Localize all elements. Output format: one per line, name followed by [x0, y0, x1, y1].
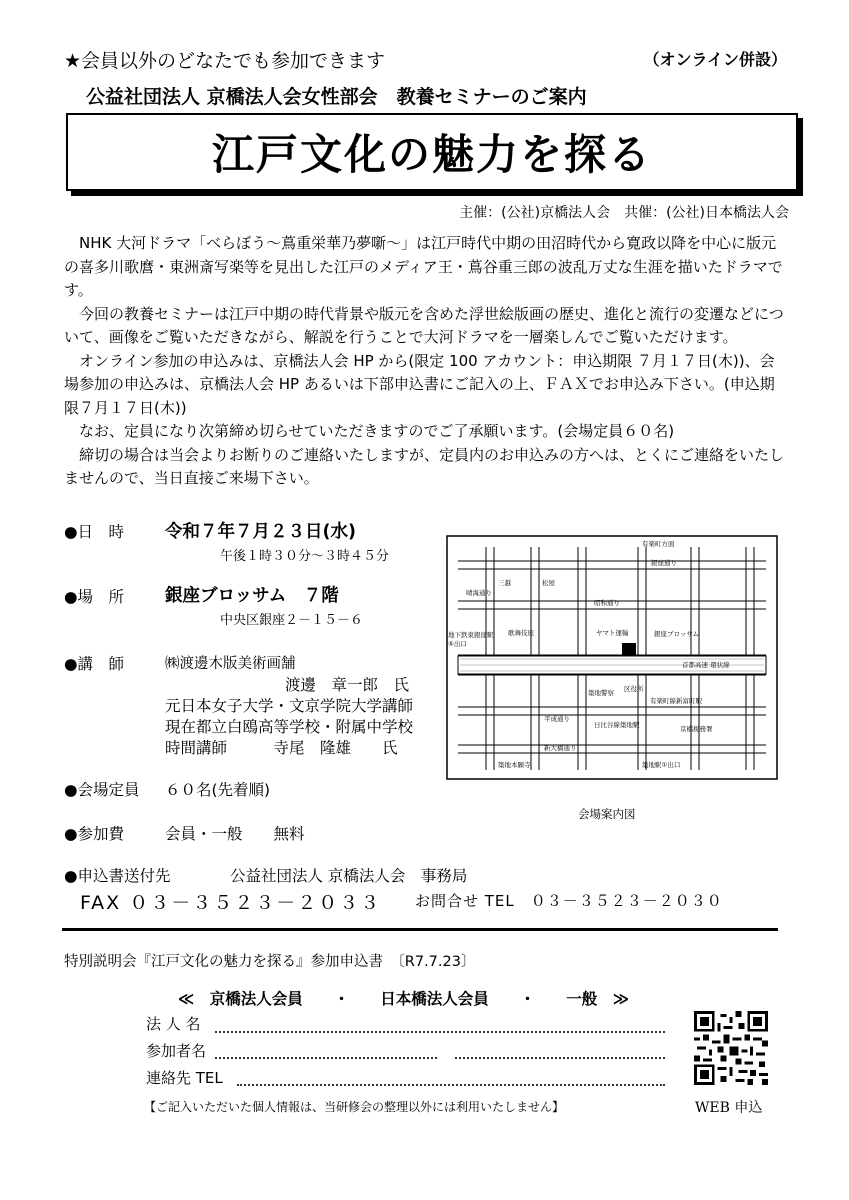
venue-name: 銀座ブロッサム ７階: [165, 586, 339, 606]
qr-code[interactable]: [694, 1011, 768, 1085]
map-label-ginza-dori: 銀座通り: [651, 559, 677, 567]
paragraph-4: なお、定員になり次第締め切らせていただきますのでご了承願います。(会場定員６０名): [79, 422, 675, 440]
form-title: 特別説明会『江戸文化の魅力を探る』参加申込書 〔R7.7.23〕: [64, 954, 476, 970]
lecturer2-line1: 元日本女子大学・文京学院大学講師: [165, 697, 414, 715]
contact-tel: お問合せ TEL ０３－３５２３－２０３０: [415, 892, 723, 910]
divider: [62, 928, 778, 931]
lecturer1-org: ㈱渡邊木版美術画舗: [165, 656, 296, 672]
lecturer2-line3: 時間講師 寺尾 隆雄 氏: [165, 739, 398, 757]
map-label-police: 築地警察: [588, 689, 614, 697]
map-label-tsukiji-exit: 築地駅①出口: [642, 761, 681, 769]
online-note: （オンライン併設）: [643, 50, 787, 69]
venue-address: 中央区銀座２－１５－６: [220, 613, 364, 628]
map-label-station: 地下鉄東銀座駅: [448, 631, 494, 639]
description: [64, 232, 789, 491]
map-label-hibiya-tsukiji: 日比谷線築地駅: [594, 721, 640, 729]
map-label-showa-dori: 昭和通り: [594, 599, 620, 607]
venue-label: ●場 所: [64, 588, 125, 606]
lecturer-label: ●講 師: [64, 655, 125, 673]
map-label-kabukiza: 歌舞伎座: [508, 629, 534, 637]
paragraph-5: 締切の場合は当会よりお断りのご連絡いたしますが、定員内のお申込みの方へは、とくにご連絡をいたしませんので、当日直接ご来場下さい。: [64, 445, 785, 487]
eligibility-note: ★会員以外のどなたでも参加できます: [64, 50, 386, 72]
event-time: 午後１時３０分～３時４５分: [220, 549, 390, 564]
fee-value: 会員・一般 無料: [165, 825, 305, 843]
map-caption: 会場案内図: [578, 807, 636, 821]
capacity-label: ●会場定員: [64, 781, 140, 799]
map-label-harumi-dori: 晴海通り: [466, 589, 492, 597]
date-label: ●日 時: [64, 523, 125, 541]
venue-marker: [622, 643, 636, 655]
sponsor-line: 主催：(公社)京橋法人会 共催：(公社)日本橋法人会: [459, 205, 789, 221]
map-label-yamato: ヤマト運輸: [596, 629, 629, 637]
page-title: 江戸文化の魅力を探る: [211, 130, 652, 179]
lecturer2-line2: 現在都立白鴎高等学校・附属中学校: [165, 718, 414, 736]
paragraph-3: オンライン参加の申込みは、京橋法人会 HP から(限定 100 アカウント：申込期限 ７月１７日(木))、会場参加の申込みは、京橋法人会 HP あるいは下部申込書にご記入の上、ＦＡＸでお申込み下さい。(申込期限７月１７日(木)): [64, 351, 775, 417]
venue-map: [446, 535, 778, 780]
map-label-shintomicho: 有楽町線新富町駅: [650, 697, 702, 705]
contact-field[interactable]: [237, 1084, 665, 1086]
participant-label: 参加者名: [146, 1042, 207, 1060]
map-label-mitsukoshi: 三越: [498, 579, 511, 587]
map-label-tsukiji-hongwanji: 築地本願寺: [498, 761, 531, 769]
map-label-kyobashi-tax: 京橋税務署: [680, 725, 713, 733]
capacity-value: ６０名(先着順): [165, 781, 271, 799]
map-label-shin-ohashi: 新大橋通り: [544, 744, 577, 752]
map-label-ward-office: 区役所: [624, 685, 644, 693]
lecturer1-name: 渡邊 章一郎 氏: [285, 676, 410, 694]
map-label-blossom: 銀座ブロッサム: [654, 630, 700, 638]
event-date: 令和７年７月２３日(水): [165, 522, 356, 542]
paragraph-1: NHK 大河ドラマ「べらぼう～蔦重栄華乃夢噺～」は江戸時代中期の田沼時代から寛政以降を中心に版元の喜多川歌麿・東洲斎写楽等を見出した江戸のメディア王・蔦谷重三郎の波乱万丈な生涯を描いたドラマです。: [64, 234, 783, 299]
member-type-options[interactable]: ≪ 京橋法人会員 ・ 日本橋法人会員 ・ 一般 ≫: [178, 990, 629, 1008]
privacy-note: 【ご記入いただいた個人情報は、当研修会の整理以外には利用いたしません】: [144, 1100, 565, 1114]
map-label-exit5: ⑤出口: [448, 640, 467, 648]
organizer-line: 公益社団法人 京橋法人会女性部会 教養セミナーのご案内: [86, 86, 587, 108]
send-to: 公益社団法人 京橋法人会 事務局: [230, 867, 468, 885]
send-label: ●申込書送付先: [64, 867, 171, 885]
corp-name-label: 法 人 名: [146, 1015, 201, 1033]
paragraph-2: 今回の教養セミナーは江戸中期の時代背景や版元を含めた浮世絵版画の歴史、進化と流行の変遷などについて、画像をご覧いただきながら、解説を行うことで大河ドラマを一層楽しんでご覧いただけます。: [64, 304, 784, 346]
web-apply-label: WEB 申込: [695, 1100, 763, 1116]
corp-name-field[interactable]: [215, 1031, 665, 1033]
title-box: [66, 113, 798, 191]
map-label-matsuya: 松屋: [542, 579, 555, 587]
map-label-yurakucho: 有楽町方面: [642, 540, 675, 548]
map-label-expressway: 首都高速 環状線: [682, 661, 730, 669]
fee-label: ●参加費: [64, 825, 125, 843]
participant-field-1[interactable]: [215, 1057, 437, 1059]
participant-field-2[interactable]: [455, 1057, 665, 1059]
fax-number: FAX ０３－３５２３－２０３３: [80, 892, 382, 914]
map-label-heisei: 平成通り: [544, 715, 570, 723]
contact-label: 連絡先 TEL: [146, 1069, 223, 1087]
